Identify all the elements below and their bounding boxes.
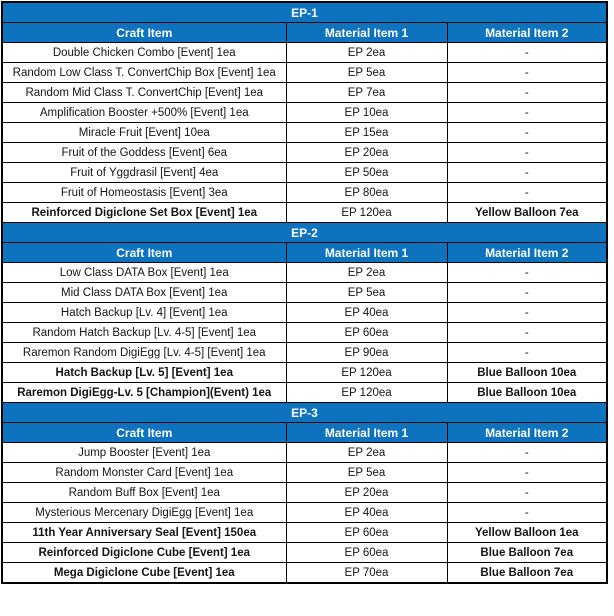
- material2-cell: Yellow Balloon 1ea: [447, 523, 607, 543]
- material1-cell: EP 5ea: [286, 283, 447, 303]
- material1-cell: EP 40ea: [286, 303, 447, 323]
- craft-item-cell: Mysterious Mercenary DigiEgg [Event] 1ea: [2, 503, 286, 523]
- material2-cell: -: [447, 183, 607, 203]
- material2-cell: -: [447, 483, 607, 503]
- craft-item-cell: 11th Year Anniversary Seal [Event] 150ea: [2, 523, 286, 543]
- material2-cell: -: [447, 83, 607, 103]
- material2-cell: Blue Balloon 7ea: [447, 563, 607, 584]
- material2-cell: Blue Balloon 10ea: [447, 363, 607, 383]
- material2-cell: -: [447, 163, 607, 183]
- table-row: [2, 183, 607, 203]
- material1-cell: EP 5ea: [286, 63, 447, 83]
- material2-cell: -: [447, 63, 607, 83]
- material2-cell: Blue Balloon 10ea: [447, 383, 607, 403]
- table-row: [2, 343, 607, 363]
- craft-item-cell: Reinforced Digiclone Cube [Event] 1ea: [2, 543, 286, 563]
- table-row: [2, 563, 607, 584]
- craft-item-cell: Mid Class DATA Box [Event] 1ea: [2, 283, 286, 303]
- table-row: [2, 443, 607, 463]
- material1-cell: EP 120ea: [286, 363, 447, 383]
- material1-cell: EP 50ea: [286, 163, 447, 183]
- craft-item-cell: Fruit of Homeostasis [Event] 3ea: [2, 183, 286, 203]
- material2-cell: -: [447, 123, 607, 143]
- table-row: [2, 43, 607, 63]
- column-header-row: [2, 423, 607, 443]
- craft-item-cell: Hatch Backup [Lv. 5] [Event] 1ea: [2, 363, 286, 383]
- craft-item-cell: Raremon DigiEgg-Lv. 5 [Champion](Event) 1ea: [2, 383, 286, 403]
- craft-item-cell: Low Class DATA Box [Event] 1ea: [2, 263, 286, 283]
- table-row: [2, 543, 607, 563]
- material1-cell: EP 60ea: [286, 523, 447, 543]
- craft-item-cell: Double Chicken Combo [Event] 1ea: [2, 43, 286, 63]
- material2-cell: -: [447, 43, 607, 63]
- material2-cell: -: [447, 283, 607, 303]
- column-header: Material Item 1: [286, 243, 447, 263]
- craft-table-body: [2, 2, 607, 583]
- material1-cell: EP 120ea: [286, 203, 447, 223]
- material1-cell: EP 120ea: [286, 383, 447, 403]
- table-row: [2, 263, 607, 283]
- material2-cell: -: [447, 443, 607, 463]
- material2-cell: -: [447, 143, 607, 163]
- craft-item-cell: Reinforced Digiclone Set Box [Event] 1ea: [2, 203, 286, 223]
- material1-cell: EP 5ea: [286, 463, 447, 483]
- craft-item-cell: Fruit of the Goddess [Event] 6ea: [2, 143, 286, 163]
- craft-materials-table: [1, 1, 608, 584]
- material2-cell: -: [447, 103, 607, 123]
- material1-cell: EP 60ea: [286, 543, 447, 563]
- section-title-row: [2, 223, 607, 243]
- craft-item-cell: Random Monster Card [Event] 1ea: [2, 463, 286, 483]
- section-title: EP-1: [2, 2, 607, 23]
- material2-cell: -: [447, 503, 607, 523]
- column-header: Material Item 2: [447, 243, 607, 263]
- material1-cell: EP 2ea: [286, 43, 447, 63]
- table-row: [2, 143, 607, 163]
- column-header: Craft Item: [2, 23, 286, 43]
- table-row: [2, 83, 607, 103]
- material2-cell: -: [447, 263, 607, 283]
- column-header: Material Item 2: [447, 23, 607, 43]
- table-row: [2, 283, 607, 303]
- table-row: [2, 203, 607, 223]
- material2-cell: -: [447, 343, 607, 363]
- material2-cell: -: [447, 323, 607, 343]
- section-title-row: [2, 2, 607, 23]
- table-row: [2, 163, 607, 183]
- table-row: [2, 383, 607, 403]
- material1-cell: EP 2ea: [286, 443, 447, 463]
- craft-item-cell: Random Mid Class T. ConvertChip [Event] 1ea: [2, 83, 286, 103]
- section-title-row: [2, 403, 607, 423]
- table-row: [2, 303, 607, 323]
- material1-cell: EP 15ea: [286, 123, 447, 143]
- table-row: [2, 103, 607, 123]
- material2-cell: -: [447, 303, 607, 323]
- craft-item-cell: Jump Booster [Event] 1ea: [2, 443, 286, 463]
- craft-item-cell: Miracle Fruit [Event] 10ea: [2, 123, 286, 143]
- craft-item-cell: Hatch Backup [Lv. 4] [Event] 1ea: [2, 303, 286, 323]
- material1-cell: EP 60ea: [286, 323, 447, 343]
- table-row: [2, 123, 607, 143]
- table-row: [2, 463, 607, 483]
- material1-cell: EP 20ea: [286, 143, 447, 163]
- craft-item-cell: Raremon Random DigiEgg [Lv. 4-5] [Event] 1ea: [2, 343, 286, 363]
- craft-item-cell: Fruit of Yggdrasil [Event] 4ea: [2, 163, 286, 183]
- section-title: EP-3: [2, 403, 607, 423]
- material1-cell: EP 7ea: [286, 83, 447, 103]
- table-row: [2, 483, 607, 503]
- column-header-row: [2, 243, 607, 263]
- material2-cell: -: [447, 463, 607, 483]
- material1-cell: EP 10ea: [286, 103, 447, 123]
- column-header: Craft Item: [2, 243, 286, 263]
- material1-cell: EP 20ea: [286, 483, 447, 503]
- table-row: [2, 503, 607, 523]
- material1-cell: EP 2ea: [286, 263, 447, 283]
- craft-item-cell: Mega Digiclone Cube [Event] 1ea: [2, 563, 286, 584]
- craft-item-cell: Random Hatch Backup [Lv. 4-5] [Event] 1ea: [2, 323, 286, 343]
- material1-cell: EP 80ea: [286, 183, 447, 203]
- craft-item-cell: Random Buff Box [Event] 1ea: [2, 483, 286, 503]
- table-row: [2, 323, 607, 343]
- table-row: [2, 363, 607, 383]
- craft-item-cell: Amplification Booster +500% [Event] 1ea: [2, 103, 286, 123]
- table-row: [2, 63, 607, 83]
- material1-cell: EP 70ea: [286, 563, 447, 584]
- section-title: EP-2: [2, 223, 607, 243]
- column-header: Craft Item: [2, 423, 286, 443]
- column-header: Material Item 1: [286, 23, 447, 43]
- material1-cell: EP 90ea: [286, 343, 447, 363]
- column-header-row: [2, 23, 607, 43]
- column-header: Material Item 1: [286, 423, 447, 443]
- table-row: [2, 523, 607, 543]
- column-header: Material Item 2: [447, 423, 607, 443]
- material1-cell: EP 40ea: [286, 503, 447, 523]
- material2-cell: Yellow Balloon 7ea: [447, 203, 607, 223]
- material2-cell: Blue Balloon 7ea: [447, 543, 607, 563]
- craft-item-cell: Random Low Class T. ConvertChip Box [Event] 1ea: [2, 63, 286, 83]
